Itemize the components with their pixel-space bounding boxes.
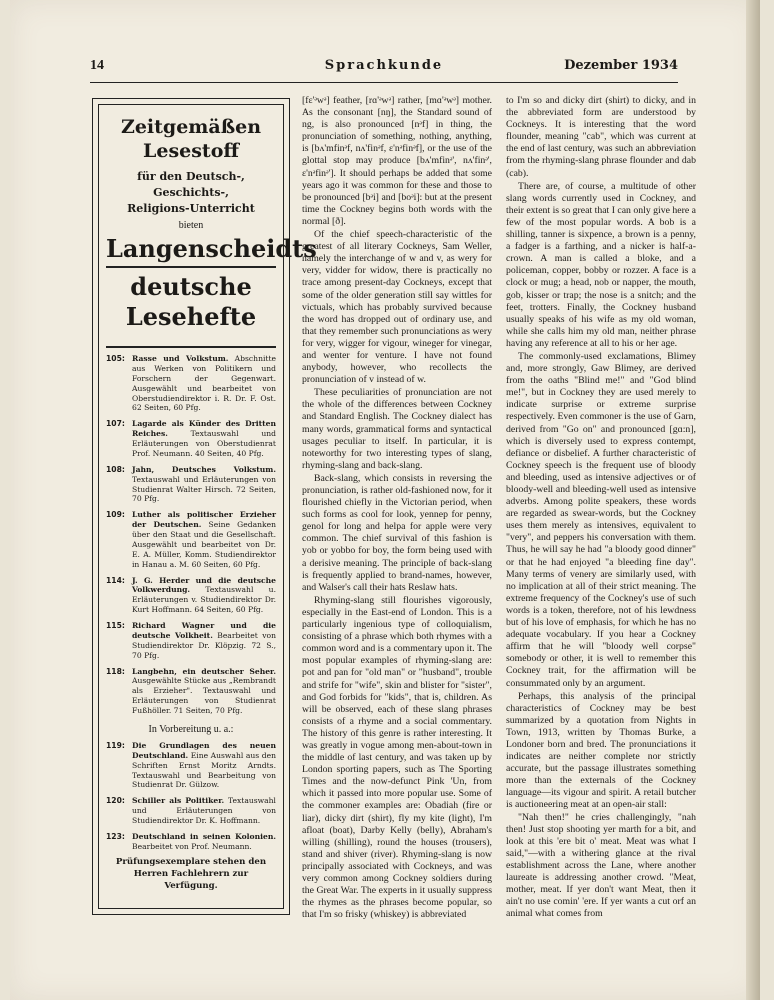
ad-subheading-2: Religions-Unterricht: [127, 202, 255, 215]
ad-item-body: [132, 741, 276, 790]
ad-item-title: J. G. Herder und die deutsche Volkwerdung.: [132, 575, 276, 595]
running-header: [90, 58, 678, 78]
ad-item: [106, 576, 276, 616]
ad-item-title: Deutschland in seinen Kolonien.: [132, 831, 276, 841]
article-column-2: [506, 95, 696, 920]
ad-item: [106, 419, 276, 459]
ad-item-body: [132, 354, 276, 413]
ad-item-body: [132, 419, 276, 459]
ad-item-text: Textauswahl und Erläuterungen von Oberstudienrat Prof. Neumann. 40 Seiten, 40 Pfg.: [132, 429, 276, 458]
butcher-quote: "Nah then!" he cries challengingly, "nah then! Just stop shooting yer marth for a bit, and look at this 'ere bit o' meat. Meat was what I said,"—with a withering glance at the rival establishment across the Lane, where another laureate is addressing another crowd. "Meat, mother, meat. If yer don't want Meat, then it ain't no use comin' 'ere. If yer wants a cut orf an animal what comes from: [506, 811, 696, 920]
advertisement-inner: [98, 104, 317, 909]
ad-item-text: Abschnitte aus Werken von Politikern und Forschern der Gegenwart. Ausgewählt und bearbeitet von Oberstudiendirektor i. R. Dr. F. Ost. 62 Seiten, 60 Pfg.: [132, 354, 276, 413]
ad-rule-1: [106, 266, 276, 268]
ad-item: [106, 741, 276, 790]
ad-item-number: 123:: [106, 831, 125, 841]
ad-item: [106, 796, 276, 826]
ad-item-body: [132, 510, 276, 569]
ad-item-number: 115:: [106, 621, 125, 630]
ad-item-title: Rasse und Volkstum.: [132, 354, 229, 363]
article-paragraph: Of the chief speech-characteristic of the greatest of all literary Cockneys, Sam Weller, namely the interchange of w and v, as wery for very, vidder for widow, there is practically no trace among present-day Cockneys, except that some of the older generation still say wittles for victuals, which has probably survived because the word has dropped out of ordinary use, and that they remember such pronunciations as wery for very, wigger for vigour, wineger for vinegar, and wenter for venture. I have not found anybody, however, who recollects the pronunciation of v instead of w.: [302, 229, 492, 386]
article-paragraph: Perhaps, this analysis of the principal characteristics of Cockney may be best summarized by a quotation from Nights in Town, 1913, written by Thomas Burke, a Londoner born and bred. The pronunciations it indicates are neither complete nor strictly accurate, but the passage illustrates something more than the externals of the Cockney language—its vigour and spirit. A retail butcher is auctioneering meat at an open-air stall:: [506, 690, 696, 811]
ad-item-number: 119:: [106, 740, 125, 750]
ad-item-title: Die Grundlagen des neuen Deutschland.: [132, 740, 276, 760]
ad-item-body: [132, 576, 276, 616]
ad-item-body: [132, 832, 276, 852]
issue-date: Dezember 1934: [564, 58, 678, 73]
ad-item-number: 118:: [106, 666, 125, 676]
ad-item-title: Schiller als Politiker.: [132, 796, 225, 806]
ad-item: [106, 510, 276, 569]
article-paragraph: Rhyming-slang still flourishes vigorously, especially in the East-end of London. This is a particularly ingenious type of colloquialism, consisting of a phrase which both rhymes with a common word and is a commentary upon it. The most popular examples of rhyming-slang are: pot and pan for "old man" or "husband", trouble and strife for "wife", skin and blister for "sister", and God forbids for "kids", that is, children. As will be observed, each of these slang phrases consists of a rhyme and a social commentary. The history of this genre is rather interesting. It was greatly in vogue among men-about-town in the middle of last century, and was taken up by London sporting papers, such as The Sporting Times and the now-defunct Pink 'Un, from which it passed into more popular use. Some of the commoner examples are: Obadiah (fire or liar), dicky dirt (shirt), fly my kite (light), I'm afloat (boat), Darby Kelly (belly), Abraham's willing (shilling), round the houses (trousers), stand and shiver (river). Rhyming-slang is now principally associated with Cockneys, and was very common among Cockney soldiers during the Great War. The experts in it usually suppress the rhymes as the phrases become popular, so that I'm so frisky (whiskey) is abbreviated: [302, 594, 492, 921]
ad-publisher: Langenscheidts: [106, 234, 317, 263]
ad-footer: Prüfungsexemplare stehen den Herren Fachlehrern zur Verfügung.: [115, 856, 267, 891]
ad-item-list: [106, 354, 276, 716]
ad-item-text: Bearbeitet von Prof. Neumann.: [132, 841, 252, 851]
ad-item: [106, 354, 276, 413]
ad-item-body: [132, 667, 276, 716]
ad-item-number: 114:: [106, 575, 125, 585]
ad-item-body: [132, 465, 276, 505]
ad-item: [106, 667, 276, 716]
ad-item-body: [132, 796, 276, 826]
advertisement-box: [92, 98, 317, 915]
ad-item: [106, 621, 276, 661]
article-paragraph: These peculiarities of pronunciation are not the whole of the differences between Cockney and Standard English. The Cockney dialect has many words, grammatical forms and syntactical usages peculiar to itself. In particular, it is noteworthy for two interesting types of slang, rhyming-slang and back-slang.: [302, 387, 492, 471]
ad-subheading-1: für den Deutsch-, Geschichts-,: [137, 170, 245, 199]
page-number: 14: [90, 58, 104, 73]
ad-item-number: 120:: [106, 796, 125, 806]
ad-item-text: Textauswahl u. Erläuterungen v. Studiendirektor Dr. Kurt Hoffmann. 64 Seiten, 60 Pfg.: [132, 585, 276, 615]
ad-item-title: Langbehn, ein deutscher Seher.: [132, 666, 276, 676]
ad-series: deutsche Lesehefte: [125, 272, 257, 331]
page-spine: [746, 0, 760, 1000]
header-rule: [90, 82, 678, 83]
article-paragraph: The commonly-used exclamations, Blimey and, more strongly, Gaw Blimey, are derived from the oaths "Blind me!" and "God blind me!", but in Cockney they are used merely to indicate surprise or extreme surprise respectively. Even commoner is the use of Garn, derived from "Go on" and pronounced [gɑ:n], which is diversely used to express contempt, defiance or disbelief. A further characteristic of Cockney speech is the frequent use of bloody and bleeding, used as intensive adjectives or of bloody-well and bleeding-well used as intensive adverbs. Among polite speakers, these words are regarded as swear-words, but the Cockney uses them merely as intensives, equivalent to "very", and peppers his conversation with them. Thus, he will say he had "a bloody good dinner" or that he had enjoyed "a bleeding fine day". Many terms of venery are similarly used, with no implication at all of their strict meaning. The extreme frequency of the Cockney's use of such words is a token, therefore, not of his lewdness but of his love of emphasis, for which he has no adequate vocabulary. If you hear a Cockney affirm that he will "bloody well corpse" somebody or other, it is well to remember this Cockney trait, for the affirmation will be consummated only by an argument.: [506, 350, 696, 689]
ad-item-number: 108:: [106, 464, 125, 474]
ad-item-text: Seine Gedanken über den Staat und die Gesellschaft. Ausgewählt und bearbeitet von Dr. E. A. Müller, Komm. Studiendirektor in Hanau a. M. 60 Seiten, 60 Pfg.: [132, 520, 276, 569]
ad-item-number: 109:: [106, 510, 125, 520]
ad-item-text: Textauswahl und Erläuterungen von Studiendirektor Dr. K. Hoffmann.: [132, 796, 276, 825]
running-title: Sprachkunde: [324, 58, 444, 73]
ad-item-text: Eine Auswahl aus den Schriften Ernst Moritz Arndts. Textauswahl und Bearbeitung von Studienrat Dr. Gülzow.: [132, 750, 276, 790]
article-paragraph: Back-slang, which consists in reversing the pronunciation, is rather old-fashioned now, for it flourished chiefly in the Victorian period, when such forms as cool for look, yennep for penny, genol for long and helpa for apple were very common. The chief survival of this fashion is yob or yobbo for boy, the form being used with a derisive meaning. The principle of back-slang is frequently applied to brand-names, however, and Walser's call their hats Reslaw hats.: [302, 472, 492, 593]
ad-item-body: [132, 621, 276, 661]
ad-rule-2: [106, 346, 276, 348]
ad-heading: Zeitgemäßen Lesestoff: [120, 116, 262, 162]
ad-item-list-forthcoming: [106, 741, 276, 852]
ad-item-text: Bearbeitet von Studiendirektor Dr. Klöpzig. 72 S., 70 Pfg.: [132, 630, 276, 660]
ad-item-number: 105:: [106, 354, 125, 363]
ad-item-text: Ausgewählte Stücke aus „Rembrandt als Erzieher". Textauswahl und Erläuterungen von Studienrat Fußhöller. 71 Seiten, 70 Pfg.: [132, 676, 276, 715]
article-paragraph: [fɛ'ᵊwᵊ] feather, [rɑ'ᵊwᵊ] rather, [mɑ'ᵊwᵊ] mother. As the consonant [nŋ], the Standard sound of ng, is also pronounced [nᵊf] in thing, the pronunciation of something, nothing, anything, is [bʌ'mfinᵊf, nʌ'finᵊf, ɛ'nᵊfinᵊf], or the use of the glottal stop may produce [bʌ'mfinᵊ', nʌ'finᵊ', ɛ'nᵊfinᵊ']. It should perhaps be added that some years ago it was common for these and those to be pronounced [bᵊi] and [boᵊi]: but at the present time the Cockney begins both words with the normal [ð].: [302, 95, 492, 227]
ad-item: [106, 465, 276, 505]
ad-bieten: bieten: [178, 220, 204, 231]
ad-item: [106, 832, 276, 852]
ad-item-text: Textauswahl und Erläuterungen von Studienrat Walter Hirsch. 72 Seiten, 70 Pfg.: [132, 474, 276, 504]
ad-item-title: Luther als politischer Erzieher der Deutschen.: [132, 510, 276, 530]
article-column-1: [302, 95, 492, 921]
ad-item-title: Lagarde als Künder des Dritten Reiches.: [132, 419, 276, 439]
ad-item-title: Jahn, Deutsches Volkstum.: [132, 464, 276, 474]
ad-preparation-label: In Vorbereitung u. a.:: [148, 723, 234, 735]
ad-item-title: Richard Wagner und die deutsche Volkheit.: [132, 621, 276, 640]
article-paragraph: to I'm so and dicky dirt (shirt) to dicky, and in the abbreviated form are understood by Cockneys. It is interesting that the word flounder, meaning "cab", which was current at the end of last century, was such an abbreviation from the rhyming-slang phrase flounder and dab (cab).: [506, 95, 696, 179]
ad-item-number: 107:: [106, 419, 125, 429]
article-paragraph: There are, of course, a multitude of other slang words currently used in Cockney, and their extent is so great that I can only give here a few of the most popular words. A bob is a shilling, tanner is sixpence, a brown is a penny, a fadger is a farthing, and a nicker is half-a-crown. A man is called a bloke, and a policeman, copper, bobby or rozzer. A face is a clock or mug; a head, nob or napper, the mouth, gob, kisser or trap; the nose is a snitch; and the feet, trotters. Finally, the Cockney husband usually speaks of his wife as my old woman, while she calls him my old man, neither phrase having any reference at all to his or her age.: [506, 180, 696, 349]
